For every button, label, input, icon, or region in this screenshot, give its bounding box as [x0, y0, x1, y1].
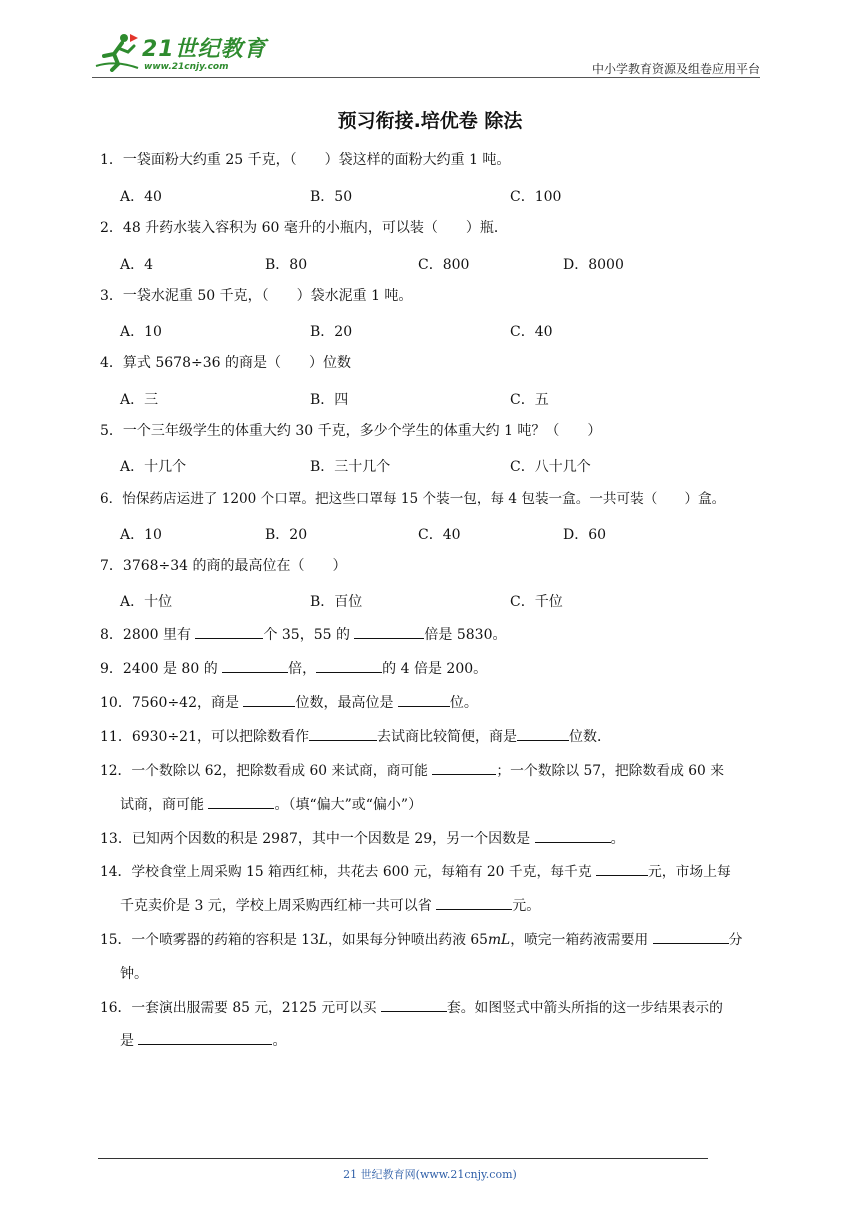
- q13-text-1: 13．已知两个因数的积是 2987，其中一个因数是 29，另一个因数是: [100, 831, 535, 847]
- q15-unit-liter: L: [318, 932, 329, 948]
- q5-option-a: A．十几个: [120, 459, 187, 475]
- q16-text-4: 。: [272, 1033, 287, 1049]
- header-platform-text: 中小学教育资源及组卷应用平台: [591, 62, 760, 76]
- q15-text-5: 钟。: [120, 966, 148, 982]
- q11-answer-blank-1[interactable]: [309, 726, 377, 741]
- q12-text-2: ；一个数除以 57，把除数看成 60 来: [496, 763, 724, 779]
- q16-answer-blank-2[interactable]: [138, 1030, 272, 1045]
- q5-option-b: B．三十几个: [310, 459, 391, 475]
- q9-text-2: 倍，: [288, 661, 317, 677]
- q11-text-1: 11．6930÷21，可以把除数看作: [100, 729, 309, 745]
- q12-text-1: 12．一个数除以 62，把除数看成 60 来试商，商可能: [100, 763, 433, 779]
- q9-text-3: 的 4 倍是 200。: [382, 661, 488, 677]
- q1-option-c: C．100: [510, 189, 562, 205]
- runner-logo-icon: [94, 32, 140, 72]
- q8-text-3: 倍是 5830。: [424, 627, 507, 643]
- footer-divider: [98, 1158, 708, 1159]
- question-14-line-1: [100, 861, 731, 882]
- q4-option-a: A．三: [120, 392, 159, 408]
- question-5: 5．一个三年级学生的体重大约 30 千克，多少个学生的体重大约 1 吨？（ ）: [100, 423, 602, 439]
- question-3: 3．一袋水泥重 50 千克，（ ）袋水泥重 1 吨。: [100, 288, 413, 304]
- q6-option-c: C．40: [418, 527, 461, 543]
- q10-text-3: 位。: [449, 695, 478, 711]
- q7-option-c: C．千位: [510, 594, 563, 610]
- q10-text-1: 10．7560÷42，商是: [100, 695, 244, 711]
- q3-option-a: A．10: [120, 324, 162, 340]
- q9-answer-blank-1[interactable]: [222, 658, 288, 673]
- q12-text-4: 。（填“偏大”或“偏小”）: [274, 797, 423, 813]
- q8-answer-blank-1[interactable]: [195, 624, 263, 639]
- question-4: 4．算式 5678÷36 的商是（ ）位数: [100, 355, 351, 371]
- question-7: 7．3768÷34 的商的最高位在（ ）: [100, 558, 347, 574]
- q8-text-1: 8．2800 里有: [100, 627, 196, 643]
- q2-option-d: D．8000: [563, 257, 624, 273]
- q14-text-2: 元，市场上每: [648, 864, 731, 880]
- q2-option-b: B．80: [265, 257, 308, 273]
- q13-answer-blank[interactable]: [535, 828, 611, 843]
- question-2: 2．48 升药水装入容积为 60 毫升的小瓶内，可以装（ ）瓶．: [100, 220, 508, 236]
- q3-option-b: B．20: [310, 324, 353, 340]
- q11-answer-blank-2[interactable]: [517, 726, 569, 741]
- question-12-line-2: [120, 794, 422, 814]
- question-14-line-2: [120, 895, 540, 915]
- q4-option-b: B．四: [310, 392, 349, 408]
- q14-answer-blank-2[interactable]: [436, 895, 512, 910]
- site-logo: [92, 30, 292, 76]
- header-divider: [92, 77, 760, 78]
- q12-answer-blank-1[interactable]: [432, 760, 496, 775]
- q2-option-c: C．800: [418, 257, 470, 273]
- q9-text-1: 9．2400 是 80 的: [100, 661, 223, 677]
- q15-text-3: ，喷完一箱药液需要用: [510, 932, 653, 948]
- q15-answer-blank[interactable]: [653, 929, 729, 944]
- q7-option-a: A．十位: [120, 594, 173, 610]
- question-15-line-2: [120, 963, 148, 983]
- page-title: 预习衔接.培优卷 除法: [337, 110, 523, 132]
- q16-text-1: 16．一套演出服需要 85 元，2125 元可以买: [100, 1000, 381, 1016]
- question-13: [100, 828, 625, 849]
- question-9: [100, 658, 487, 679]
- q7-option-b: B．百位: [310, 594, 363, 610]
- q14-text-3: 千克卖价是 3 元，学校上周采购西红柿一共可以省: [120, 898, 437, 914]
- question-1: 1．一袋面粉大约重 25 千克，（ ）袋这样的面粉大约重 1 吨。: [100, 152, 511, 168]
- q1-option-b: B．50: [310, 189, 353, 205]
- question-8: [100, 624, 507, 645]
- q12-text-3: 试商，商可能: [120, 797, 209, 813]
- q14-text-1: 14．学校食堂上周采购 15 箱西红柿，共花去 600 元，每箱有 20 千克，每千克: [100, 864, 597, 880]
- q5-option-c: C．八十几个: [510, 459, 591, 475]
- q16-text-3: 是: [120, 1033, 139, 1049]
- q10-text-2: 位数，最高位是: [295, 695, 398, 711]
- logo-text: 21世纪教育: [142, 37, 267, 62]
- logo-url: www.21cnjy.com: [144, 62, 229, 72]
- question-11: [100, 726, 611, 747]
- q16-text-2: 套。如图竖式中箭头所指的这一步结果表示的: [446, 1000, 723, 1016]
- q12-answer-blank-2[interactable]: [208, 794, 274, 809]
- page-header: [92, 30, 760, 78]
- question-16-line-1: [100, 997, 723, 1018]
- q14-text-4: 元。: [512, 898, 541, 914]
- q10-answer-blank-1[interactable]: [243, 692, 295, 707]
- q15-text-1: 15．一个喷雾器的药箱的容积是 13: [100, 932, 319, 948]
- q11-text-3: 位数．: [569, 729, 611, 745]
- q2-option-a: A．4: [120, 257, 154, 273]
- question-15-line-1: [100, 929, 742, 950]
- q11-text-2: 去试商比较简便，商是: [377, 729, 517, 745]
- q6-option-d: D．60: [563, 527, 607, 543]
- question-10: [100, 692, 478, 713]
- question-6: 6．怡保药店运进了 1200 个口罩。把这些口罩每 15 个装一包，每 4 包装一盒。一共可装（ ）盒。: [100, 491, 726, 507]
- question-16-line-2: [120, 1030, 286, 1050]
- footer-link[interactable]: 21 世纪教育网(www.21cnjy.com): [343, 1168, 517, 1181]
- q13-text-2: 。: [610, 831, 625, 847]
- q16-answer-blank-1[interactable]: [381, 997, 447, 1012]
- q10-answer-blank-2[interactable]: [398, 692, 450, 707]
- question-12-line-1: [100, 760, 724, 781]
- q6-option-b: B．20: [265, 527, 308, 543]
- q8-answer-blank-2[interactable]: [354, 624, 424, 639]
- q14-answer-blank-1[interactable]: [596, 861, 648, 876]
- q15-text-2: ，如果每分钟喷出药液 65: [328, 932, 488, 948]
- q3-option-c: C．40: [510, 324, 553, 340]
- q9-answer-blank-2[interactable]: [316, 658, 382, 673]
- q15-text-4: 分: [728, 932, 743, 948]
- q8-text-2: 个 35，55 的: [263, 627, 355, 643]
- q6-option-a: A．10: [120, 527, 162, 543]
- q1-option-a: A．40: [120, 189, 162, 205]
- q15-unit-milliliter: mL: [487, 932, 511, 948]
- q4-option-c: C．五: [510, 392, 549, 408]
